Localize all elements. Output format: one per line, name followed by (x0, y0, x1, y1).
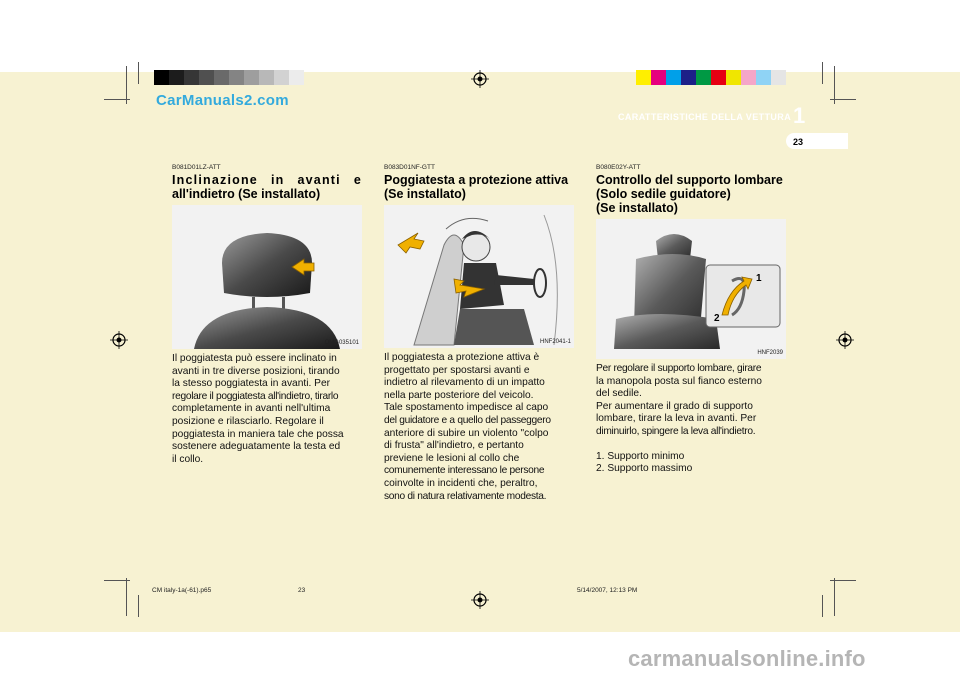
chapter-number: 1 (793, 103, 806, 128)
crop-mark (138, 595, 139, 617)
crop-mark (104, 99, 130, 100)
footer-file-name: CM italy-1a(-61).p65 (152, 587, 212, 594)
footer-date: 5/14/2007, 12:13 PM (577, 587, 638, 594)
color-swatch (154, 70, 169, 85)
figure-label: 1 (756, 273, 762, 284)
color-swatch (741, 70, 756, 85)
color-swatch (214, 70, 229, 85)
registration-mark-icon (471, 591, 489, 609)
body-line: sostenere adeguatamente la testa ed (172, 441, 341, 453)
figure-active-headrest (384, 205, 574, 348)
body-line: regolare il poggiatesta all'indietro, tirarlo (172, 390, 339, 402)
body-line: diminuirlo, spingere la leva all'indietro. (596, 425, 756, 437)
crop-mark (834, 578, 835, 616)
list-item: 1. Supporto minimo (596, 450, 685, 462)
section-heading: all'indietro (Se installato) (172, 187, 321, 201)
body-text (384, 352, 574, 503)
body-line: sono di natura relativamente modesta. (384, 490, 547, 502)
body-line: la stesso poggiatesta in avanti. Per (172, 378, 331, 390)
color-swatch (169, 70, 184, 85)
body-line: comunemente interessano le persone (384, 465, 545, 477)
figure-code: HNF2041-1 (539, 339, 571, 345)
site-watermark: carmanualsonline.info (628, 646, 866, 671)
body-line: il collo. (172, 453, 204, 465)
color-swatch (696, 70, 711, 85)
crop-mark (104, 580, 130, 581)
crop-mark (830, 580, 856, 581)
color-swatch (289, 70, 304, 85)
figure-code: HNF2039 (757, 350, 783, 356)
section-code: B083D01NF-GTT (384, 164, 435, 171)
color-swatch (244, 70, 259, 85)
registration-mark-icon (110, 331, 128, 349)
body-line: la manopola posta sul fianco esterno (596, 375, 762, 387)
color-swatch (229, 70, 244, 85)
body-line: coinvolte in incidenti che, peraltro, (384, 477, 538, 489)
color-swatch (184, 70, 199, 85)
section-heading: Controllo del supporto lombare (Solo sedile guidatore) (Se installato) (596, 173, 783, 215)
crop-mark (822, 62, 823, 84)
page-number: 23 (793, 137, 804, 147)
column-active-headrest (384, 164, 574, 503)
body-line: avanti in tre diverse posizioni, tirando (172, 365, 340, 377)
body-line: di frusta" all'indietro, e pertanto (384, 440, 524, 452)
section-code: B081D01LZ-ATT (172, 164, 221, 171)
body-text (596, 363, 786, 439)
body-line: nella parte posteriore del veicolo. (384, 389, 534, 401)
color-swatch (651, 70, 666, 85)
crop-mark (126, 578, 127, 616)
body-line: previene le lesioni al collo che (384, 452, 520, 464)
figure-code: OMG035101 (324, 340, 359, 346)
body-line: anteriore di subire un violento "colpo (384, 427, 549, 439)
watermark-text: CarManuals2.com (156, 92, 289, 109)
color-swatch (274, 70, 289, 85)
headrest-illustration (172, 205, 362, 349)
section-title: CARATTERISTICHE DELLA VETTURA (618, 112, 792, 122)
crop-mark (822, 595, 823, 617)
body-line: del sedile. (596, 388, 642, 400)
body-line: progettato per spostarsi avanti e (384, 364, 530, 376)
color-swatch (681, 70, 696, 85)
section-code: B080E02Y-ATT (596, 164, 641, 171)
crop-mark (830, 99, 856, 100)
registration-mark-icon (471, 70, 489, 88)
figure-headrest (172, 205, 362, 349)
driver-illustration (384, 205, 574, 348)
section-heading: Inclinazione in avanti e (172, 173, 362, 187)
body-text (172, 353, 362, 466)
figure-label: 2 (714, 313, 720, 324)
body-line: indietro al rilevamento di un impatto (384, 377, 545, 389)
seat-illustration (596, 219, 786, 359)
body-line: Per regolare il supporto lombare, girare (596, 363, 762, 374)
color-swatch (259, 70, 274, 85)
column-lumbar-support (596, 164, 786, 476)
list-item: 2. Supporto massimo (596, 463, 693, 475)
body-line: Per aumentare il grado di supporto (596, 400, 753, 412)
crop-mark (138, 62, 139, 84)
section-heading: Poggiatesta a protezione attiva (Se installato) (384, 173, 569, 201)
footer-page: 23 (298, 587, 306, 594)
body-line: poggiatesta in maniera tale che possa (172, 428, 344, 440)
body-line: Il poggiatesta può essere inclinato in (172, 353, 337, 364)
color-swatch (726, 70, 741, 85)
color-swatch (756, 70, 771, 85)
body-line: lombare, tirare la leva in avanti. Per (596, 413, 757, 425)
color-swatch (771, 70, 786, 85)
color-swatch (711, 70, 726, 85)
body-line: Tale spostamento impedisce al capo (384, 402, 549, 414)
figure-lumbar (596, 219, 786, 359)
body-line: del guidatore e a quello del passeggero (384, 414, 551, 426)
grayscale-color-bar (154, 70, 304, 85)
column-headrest-tilt (172, 164, 362, 466)
color-swatch (199, 70, 214, 85)
registration-mark-icon (836, 331, 854, 349)
process-color-bar (636, 70, 786, 85)
color-swatch (636, 70, 651, 85)
body-line: completamente in avanti nell'ultima (172, 403, 331, 415)
body-line: Il poggiatesta a protezione attiva è (384, 352, 540, 363)
body-line: posizione e rilasciarlo. Regolare il (172, 415, 324, 427)
color-swatch (666, 70, 681, 85)
